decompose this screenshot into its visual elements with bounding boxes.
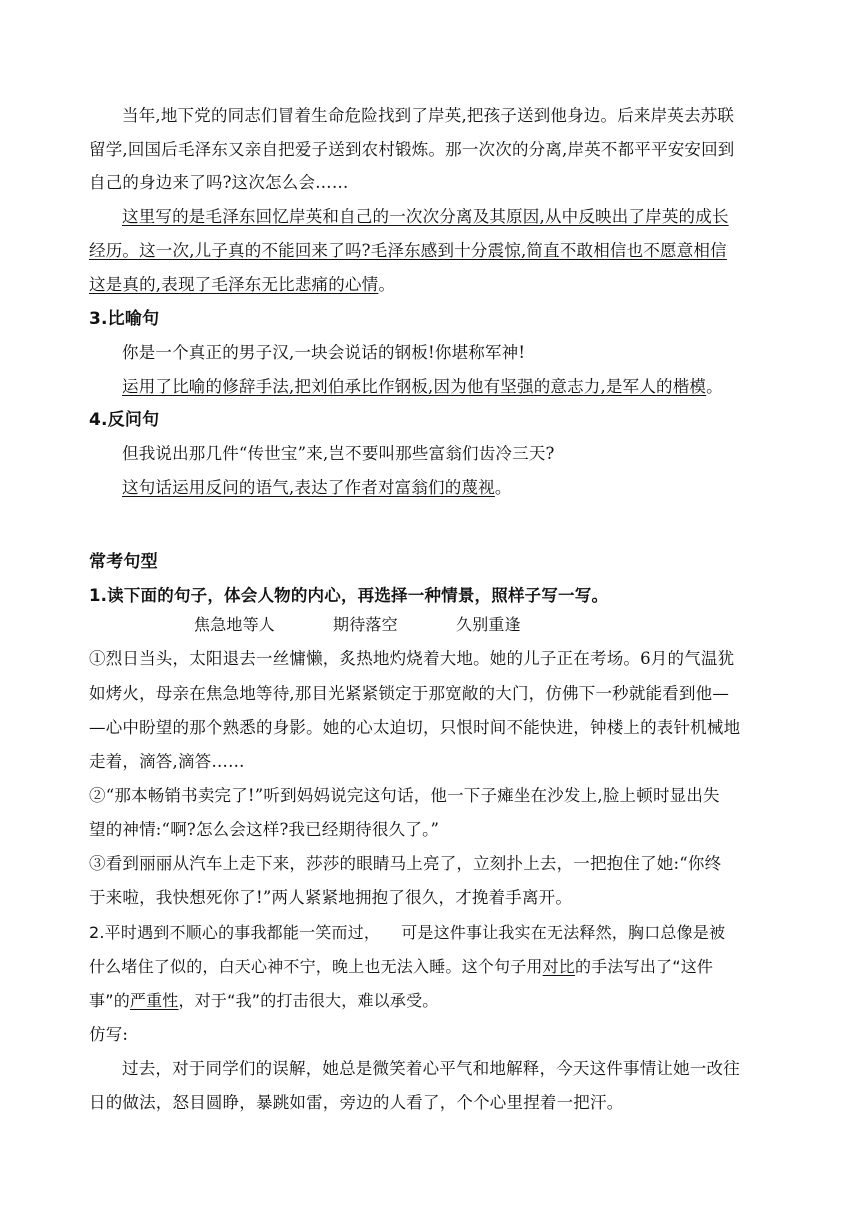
example-2-line: 望的神情:“啊?怎么会这样?我已经期待很久了。” bbox=[89, 820, 440, 839]
keyword-severity: 严重性 bbox=[129, 991, 179, 1010]
analysis-line: 这里写的是毛泽东回忆岸英和自己的一次次分离及其原因,从中反映出了岸英的成长 bbox=[122, 207, 729, 226]
metaphor-analysis: 运用了比喻的修辞手法,把刘伯承比作钢板,因为他有坚强的意志力,是军人的楷模。 bbox=[122, 377, 723, 396]
imitation-line: 日的做法，怒目圆睁，暴跳如雷，旁边的人看了，个个心里捏着一把汗。 bbox=[89, 1093, 624, 1112]
section-title-metaphor: 3.比喻句 bbox=[89, 309, 160, 329]
analysis-line: 这是真的,表现了毛泽东无比悲痛的心情。 bbox=[89, 275, 396, 294]
example-1-line: 走着，滴答,滴答…… bbox=[89, 752, 245, 771]
example-3-line: 于来啦，我快想死你了!”两人紧紧地拥抱了很久，才挽着手离开。 bbox=[89, 888, 573, 907]
example-1-line: ①烈日当头，太阳退去一丝慵懒，炙热地灼烧着大地。她的儿子正在考场。6月的气温犹 bbox=[89, 649, 735, 668]
quote-line: 当年,地下党的同志们冒着生命危险找到了岸英,把孩子送到他身边。后来岸英去苏联 bbox=[122, 106, 735, 125]
rhetorical-analysis: 这句话运用反问的语气,表达了作者对富翁们的蔑视。 bbox=[122, 478, 512, 497]
question-1-title: 1.读下面的句子，体会人物的内心，再选择一种情景，照样子写一写。 bbox=[89, 586, 609, 605]
quote-line: 留学,回国后毛泽东又亲自把爱子送到农村锻炼。那一次次的分离,岸英不都平平安安回到 bbox=[89, 140, 735, 159]
option-waiting: 焦急地等人 bbox=[194, 615, 276, 634]
example-1-line: —心中盼望的那个熟悉的身影。她的心太迫切，只恨时间不能快进，钟楼上的表针机械地 bbox=[89, 718, 741, 737]
example-3-line: ③看到丽丽从汽车上走下来，莎莎的眼睛马上亮了，立刻扑上去，一把抱住了她:“你终 bbox=[89, 854, 722, 873]
section-heading-common: 常考句型 bbox=[89, 552, 158, 572]
metaphor-quote: 你是一个真正的男子汉,一块会说话的钢板!你堪称军神! bbox=[122, 343, 526, 362]
imitation-line: 过去，对于同学们的误解，她总是微笑着心平气和地解释，今天这件事情让她一改往 bbox=[122, 1059, 740, 1078]
question-2-line: 2.平时遇到不顺心的事我都能一笑而过， 可是这件事让我实在无法释然，胸口总像是被 bbox=[89, 923, 726, 942]
imitation-label: 仿写: bbox=[89, 1025, 129, 1044]
keyword-contrast: 对比 bbox=[542, 957, 576, 976]
option-disappointment: 期待落空 bbox=[333, 615, 398, 634]
option-reunion: 久别重逢 bbox=[456, 615, 521, 634]
section-title-rhetorical: 4.反问句 bbox=[89, 410, 160, 430]
question-2-line: 事”的严重性，对于“我”的打击很大，难以承受。 bbox=[89, 991, 439, 1010]
analysis-line: 经历。这一次,儿子真的不能回来了吗?毛泽东感到十分震惊,简直不敢相信也不愿意相信 bbox=[89, 241, 727, 260]
question-2-line: 什么堵住了似的，白天心神不宁，晚上也无法入睡。这个句子用对比的手法写出了“这件 bbox=[89, 957, 714, 976]
example-2-line: ②“那本畅销书卖完了!”听到妈妈说完这句话，他一下子瘫坐在沙发上,脸上顿时显出失 bbox=[89, 786, 720, 805]
example-1-line: 如烤火，母亲在焦急地等待,那目光紧紧锁定于那宽敞的大门，仿佛下一秒就能看到他— bbox=[89, 684, 730, 703]
quote-line: 自己的身边来了吗?这次怎么会…… bbox=[89, 173, 349, 192]
rhetorical-quote: 但我说出那几件“传世宝”来,岂不要叫那些富翁们齿冷三天? bbox=[122, 444, 555, 463]
